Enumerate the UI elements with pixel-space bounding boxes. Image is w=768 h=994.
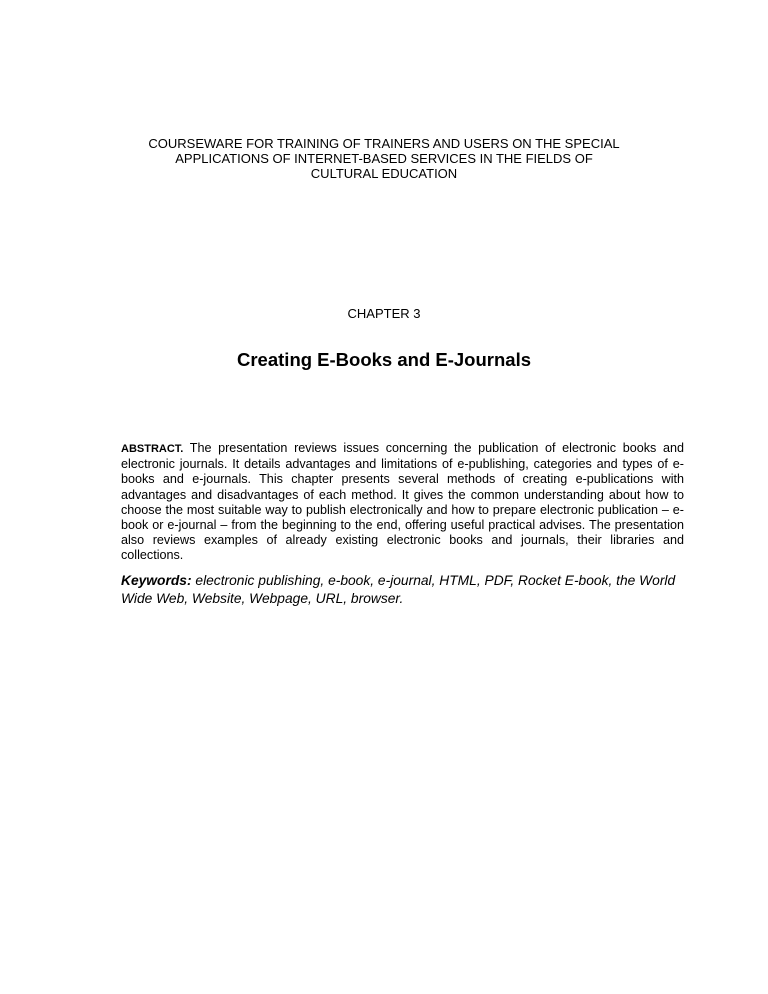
chapter-label: CHAPTER 3 [347, 306, 421, 321]
header-line-2: APPLICATIONS OF INTERNET-BASED SERVICES IN THE FIELDS OF [175, 151, 593, 166]
keywords-paragraph [121, 572, 701, 608]
keywords-text: electronic publishing, e-book, e-journal, HTML, PDF, Rocket E-book, the World Wide Web, Website, Webpage, URL, browser. [121, 573, 676, 606]
chapter-title: Creating E-Books and E-Journals [237, 349, 531, 370]
header-line-1: COURSEWARE FOR TRAINING OF TRAINERS AND USERS ON THE SPECIAL [148, 136, 620, 151]
courseware-header [100, 136, 668, 181]
keywords-label: Keywords: [121, 573, 192, 588]
header-line-3: CULTURAL EDUCATION [310, 166, 458, 181]
abstract-paragraph [121, 441, 684, 564]
abstract-text: The presentation reviews issues concerning the publication of electronic books and electronic journals. It details advantages and limitations of e-publishing, categories and types of e-books and e-journals. This chapter presents several methods of creating e-publications with advantages and disadvantages of each method. It gives the common understanding about how to choose the most suitable way to publish electronically and how to prepare electronic publication – e-book or e-journal – from the beginning to the end, offering useful practical advises. The presentation also reviews examples of already existing electronic books and journals, their libraries and collections. [121, 441, 684, 563]
abstract-label: ABSTRACT. [121, 443, 184, 455]
